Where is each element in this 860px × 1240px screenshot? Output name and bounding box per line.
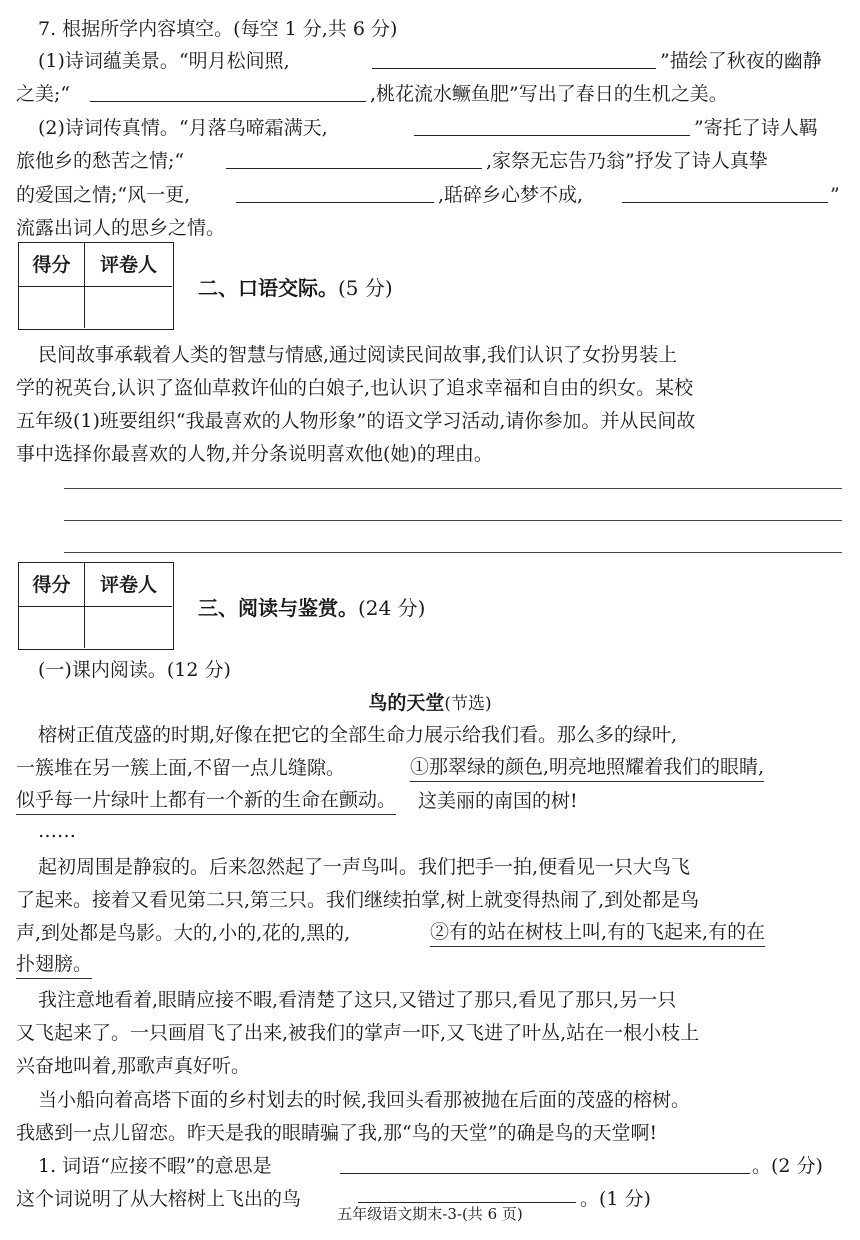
section-2-title: 二、口语交际。(5 分) bbox=[198, 276, 393, 300]
fill-blank[interactable] bbox=[414, 115, 690, 136]
fill-blank[interactable] bbox=[236, 182, 434, 203]
underlined-sentence-1: ①那翠绿的颜色,明亮地照耀着我们的眼睛, bbox=[410, 755, 764, 782]
passage-line: 当小船向着高塔下面的乡村划去的时候,我回头看那被抛在后面的茂盛的榕树。 bbox=[38, 1089, 691, 1111]
score-cell[interactable] bbox=[19, 607, 85, 648]
answer-line[interactable] bbox=[64, 488, 842, 489]
passage-line: 一簇堆在另一簇上面,不留一点儿缝隙。 ①那翠绿的颜色,明亮地照耀着我们的眼睛, bbox=[0, 753, 860, 783]
passage-title: 鸟的天堂(节选) bbox=[368, 692, 492, 714]
section-3-title: 三、阅读与鉴赏。(24 分) bbox=[198, 596, 426, 620]
score-box bbox=[18, 242, 174, 330]
fill-blank[interactable] bbox=[226, 148, 482, 169]
q7-part2-line1: (2)诗词传真情。“月落乌啼霜满天, ”寄托了诗人羁 bbox=[38, 117, 818, 139]
answer-line[interactable] bbox=[64, 552, 842, 553]
passage-line: 我感到一点儿留恋。昨天是我的眼睛骗了我,那“鸟的天堂”的确是鸟的天堂啊! bbox=[16, 1122, 658, 1144]
passage-line: 了起来。接着又看见第二只,第三只。我们继续拍掌,树上就变得热闹了,到处都是鸟 bbox=[16, 889, 700, 911]
question-1-line: 1. 词语“应接不暇”的意思是 。(2 分) bbox=[38, 1155, 823, 1177]
fill-blank[interactable] bbox=[340, 1153, 750, 1174]
q7-part2-line2: 旅他乡的愁苦之情;“ ,家祭无忘告乃翁”抒发了诗人真挚 bbox=[16, 150, 768, 172]
score-label: 得分 bbox=[19, 243, 85, 287]
passage-line: 又飞起来了。一只画眉飞了出来,被我们的掌声一吓,又飞进了叶丛,站在一根小枝上 bbox=[16, 1022, 700, 1044]
passage-line: 榕树正值茂盛的时期,好像在把它的全部生命力展示给我们看。那么多的绿叶, bbox=[38, 724, 678, 746]
fill-blank[interactable] bbox=[90, 81, 366, 102]
q7-part1-line1: (1)诗词蕴美景。“明月松间照, ”描绘了秋夜的幽静 bbox=[38, 50, 822, 72]
section-2-paragraph-line: 学的祝英台,认识了盗仙草救许仙的白娘子,也认识了追求幸福和自由的织女。某校 bbox=[16, 377, 694, 399]
section-2-paragraph-line: 事中选择你最喜欢的人物,并分条说明喜欢他(她)的理由。 bbox=[16, 443, 493, 465]
page-footer: 五年级语文期末-3-(共 6 页) bbox=[337, 1205, 523, 1223]
fill-blank[interactable] bbox=[372, 48, 656, 69]
answer-line[interactable] bbox=[64, 520, 842, 521]
q7-part2-line4: 流露出词人的思乡之情。 bbox=[16, 217, 226, 239]
fill-blank[interactable] bbox=[622, 182, 828, 203]
grader-cell[interactable] bbox=[85, 287, 172, 328]
passage-line: 兴奋地叫着,那歌声真好听。 bbox=[16, 1055, 251, 1077]
grader-cell[interactable] bbox=[85, 607, 172, 648]
underlined-sentence-2-cont: 扑翅膀。 bbox=[16, 952, 92, 979]
q7-part2-line3: 的爱国之情;“风一更, ,聒碎乡心梦不成, ” bbox=[16, 184, 840, 206]
q7-part1-line2: 之美;“ ,桃花流水鳜鱼肥”写出了春日的生机之美。 bbox=[16, 83, 728, 105]
passage-line: 我注意地看着,眼睛应接不暇,看清楚了这只,又错过了那只,看见了那只,另一只 bbox=[38, 989, 677, 1011]
ellipsis: …… bbox=[38, 820, 76, 842]
passage-line: 似乎每一片绿叶上都有一个新的生命在颤动。 这美丽的南国的树! bbox=[0, 786, 860, 816]
score-cell[interactable] bbox=[19, 287, 85, 328]
fill-blank[interactable] bbox=[358, 1184, 576, 1203]
section-3-part1-heading: (一)课内阅读。(12 分) bbox=[38, 659, 231, 681]
underlined-sentence-1-cont: 似乎每一片绿叶上都有一个新的生命在颤动。 bbox=[16, 788, 396, 815]
score-box bbox=[18, 562, 174, 650]
passage-line bbox=[0, 950, 860, 980]
section-2-paragraph-line: 民间故事承载着人类的智慧与情感,通过阅读民间故事,我们认识了女扮男装上 bbox=[38, 344, 678, 366]
section-2-paragraph-line: 五年级(1)班要组织“我最喜欢的人物形象”的语文学习活动,请你参加。并从民间故 bbox=[16, 410, 696, 432]
passage-line: 声,到处都是鸟影。大的,小的,花的,黑的, ②有的站在树枝上叫,有的飞起来,有的在 bbox=[0, 918, 860, 948]
grader-label: 评卷人 bbox=[85, 563, 172, 607]
underlined-sentence-2: ②有的站在树枝上叫,有的飞起来,有的在 bbox=[430, 920, 765, 947]
score-label: 得分 bbox=[19, 563, 85, 607]
question-1-line-2: 这个词说明了从大榕树上飞出的鸟 。(1 分) bbox=[0, 1184, 860, 1214]
passage-line: 起初周围是静寂的。后来忽然起了一声鸟叫。我们把手一拍,便看见一只大鸟飞 bbox=[38, 856, 691, 878]
grader-label: 评卷人 bbox=[85, 243, 172, 287]
q7-header: 7. 根据所学内容填空。(每空 1 分,共 6 分) bbox=[38, 18, 398, 40]
